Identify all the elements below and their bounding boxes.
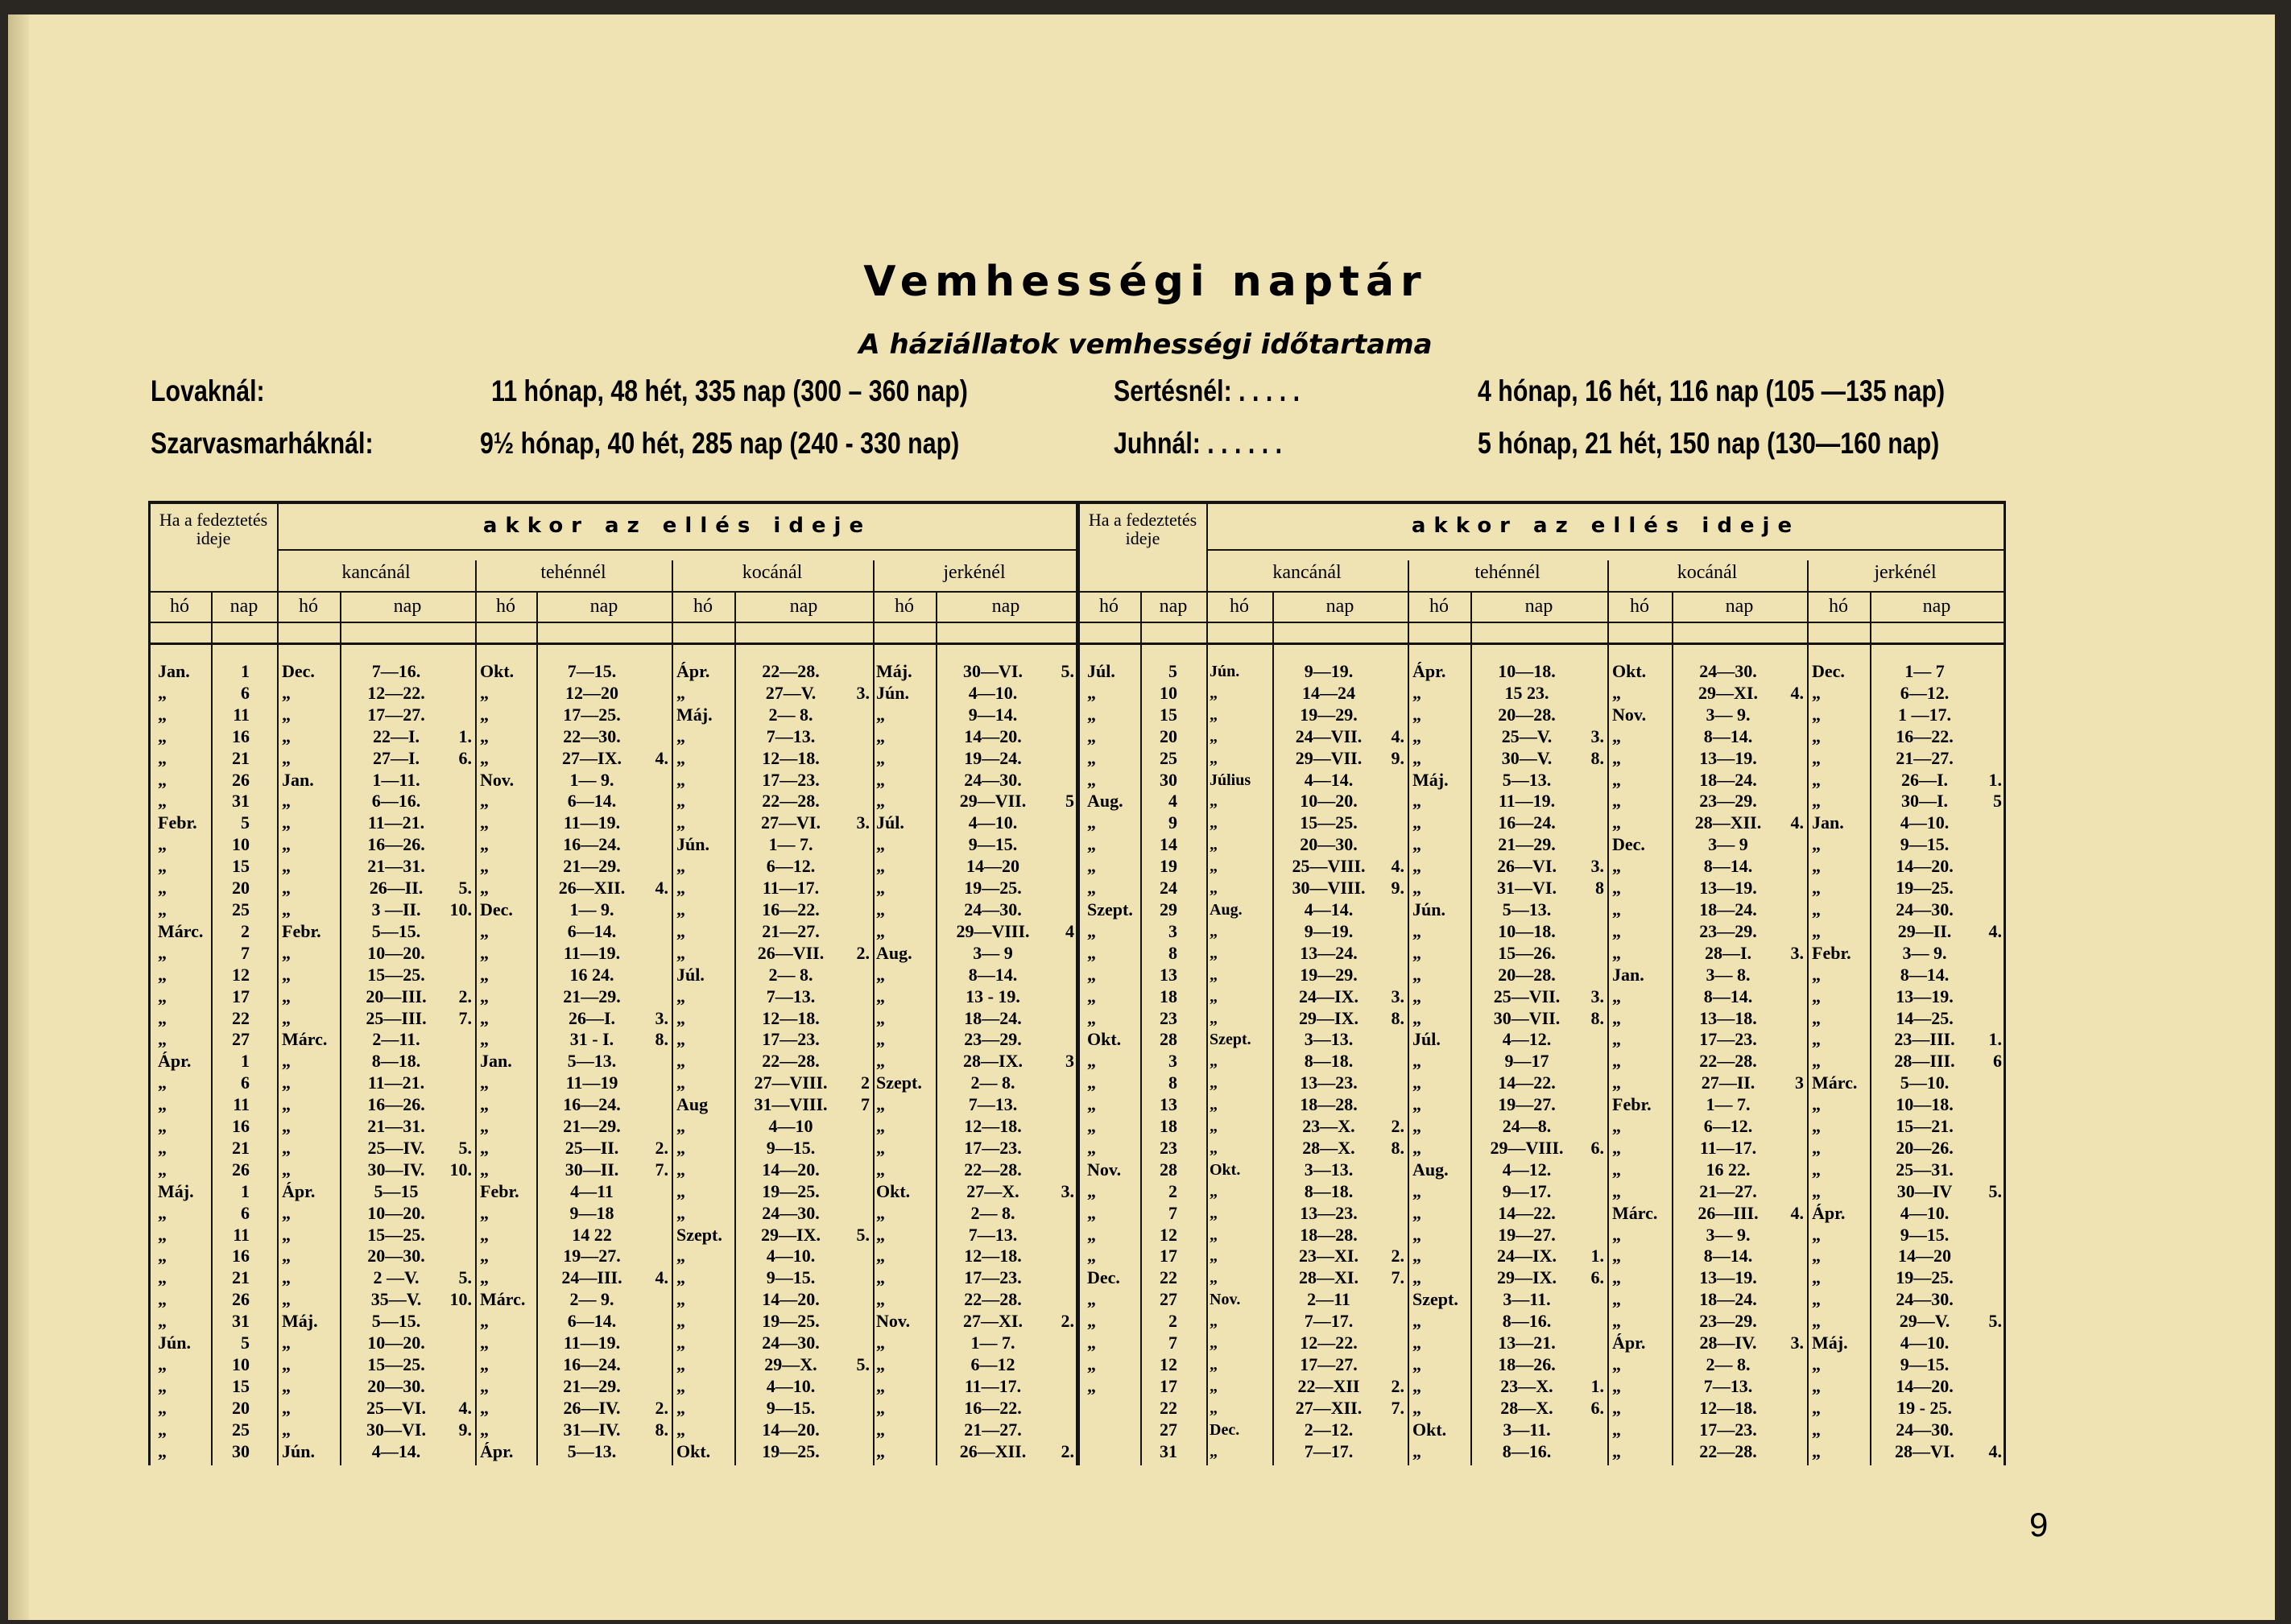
header-ewe: jerkénél <box>1874 562 1937 583</box>
gestation-horse-label: Lovaknál: <box>151 374 265 407</box>
right-ewe-day-column: 1— 7 6—12. 1 —17. 16—22. 21—27. 26—I. 30—I. 4—10. 9—15. 14—20. 19—25. 24—30. 29—II. 3— 9. 8—14. 13—19. 14—25. 23—III. 28—III. 5—10. 10—18. 15—21. 20—26. 25—31. 30—IV 4—10. 9—15. 14—20 19—25. 24—30. 29—V. 4—10. 9—15. 14—20. 19 - 25. 24—30. 28—VI. <box>1894 661 1955 1461</box>
header-birth-time: akkor az ellés ideje <box>482 514 872 538</box>
left-cow-day-column: 7—15. 12—20 17—25. 22—30. 27—IX. 1— 9. 6—14. 11—19. 16—24. 21—29. 26—XII. 1— 9. 6—14. 11—19. 16 24. 21—29. 26—I. 31 - I. 5—13. 11—19 16—24. 21—29. 25—II. 30—II. 4—11 9—18 14 22 19—27. 24—III. 2— 9. 6—14. 11—19. 16—24. 21—29. 26—IV. 31—IV. 5—13. <box>558 661 626 1461</box>
right-ewe-extra-column: 1. 5 4. 1. 6 5. 5. 4. <box>1988 769 2002 1461</box>
calendar-table-right <box>1077 501 2005 1465</box>
right-sow-extra-column: 4. 4. 3. 3 4. 3. <box>1790 682 1804 1353</box>
header-sow: kocánál <box>1677 562 1738 583</box>
header-month: hó <box>1429 596 1449 617</box>
header-month: hó <box>1630 596 1649 617</box>
left-cow-month-column: Okt. „ „ „ „ Nov. „ „ „ „ „ Dec. „ „ „ „ „ „ Jan. „ „ „ „ „ Febr. „ „ „ „ Márc. „ „ „ „ „ „ Ápr. <box>480 661 526 1461</box>
right-sow-day-column: 24—30. 29—XI. 3— 9. 8—14. 13—19. 18—24. 23—29. 28—XII. 3— 9 8—14. 13—19. 18—24. 23—29. 28—I. 3— 8. 8—14. 13—18. 17—23. 22—28. 27—II. 1— 7. 6—12. 11—17. 16 22. 21—27. 26—III. 3— 9. 8—14. 13—19. 18—24. 23—29. 28—IV. 2— 8. 7—13. 12—18. 17—23. 22—28. <box>1694 661 1762 1461</box>
gestation-horse-value: 11 hónap, 48 hét, 335 nap (300 – 360 nap) <box>491 374 968 407</box>
left-mating-day-column: 1 6 11 16 21 26 31 5 10 15 20 25 2 7 12 17 22 27 1 6 11 16 21 26 1 6 11 16 21 26 31 5 10 15 20 25 30 <box>232 661 250 1461</box>
right-cow-month-column: Ápr. „ „ „ „ Máj. „ „ „ „ „ Jún. „ „ „ „ „ Júl. „ „ „ „ „ Aug. „ „ „ „ „ Szept. „ „ „ „ „ Okt. „ <box>1412 661 1458 1461</box>
header-cow: tehénnél <box>540 562 606 583</box>
header-day: nap <box>1725 596 1754 617</box>
right-mare-month-column: Jún. „ „ „ „ Július „ „ „ „ „ Aug. „ „ „ „ „ Szept. „ „ „ „ „ Okt. „ „ „ „ „ Nov. „ „ „ „ „ Dec. „ <box>1210 663 1251 1461</box>
right-mare-day-column: 9—19. 14—24 19—29. 24—VII. 29—VII. 4—14. 10—20. 15—25. 20—30. 25—VIII. 30—VIII. 4—14. 9—19. 13—24. 19—29. 24—IX. 29—IX. 3—13. 8—18. 13—23. 18—28. 23—X. 28—X. 3—13. 8—18. 13—23. 18—28. 23—XI. 28—XI. 2—11 7—17. 12—22. 17—27. 22—XII 27—XII. 2—12. 7—17. <box>1292 661 1366 1461</box>
gestation-sheep-label: Juhnál: . . . . . . <box>1114 427 1283 460</box>
left-cow-extra-column: 4. 4. 3. 8. 2. 7. 4. 2. 8. <box>655 747 668 1440</box>
header-day: nap <box>589 596 618 617</box>
header-month: hó <box>496 596 515 617</box>
page-binding-edge <box>8 14 29 1620</box>
header-month: hó <box>1230 596 1249 617</box>
header-day: nap <box>393 596 422 617</box>
header-cow: tehénnél <box>1474 562 1540 583</box>
header-day: nap <box>991 596 1020 617</box>
right-mating-day-column: 5 10 15 20 25 30 4 9 14 19 24 29 3 8 13 18 23 28 3 8 13 18 23 28 2 7 12 17 22 27 2 7 12 17 22 27 31 <box>1160 661 1177 1461</box>
header-day: nap <box>1922 596 1951 617</box>
gestation-cattle-value: 9½ hónap, 40 hét, 285 nap (240 - 330 nap) <box>480 427 960 460</box>
header-mating-time: Ha a fedeztetés ideje <box>1088 510 1197 548</box>
left-mare-month-column: Dec. „ „ „ „ Jan. „ „ „ „ „ „ Febr. „ „ „ „ Márc. „ „ „ „ „ „ Ápr. „ „ „ „ „ Máj. „ „ „ „ „ Jún. <box>282 661 328 1461</box>
gestation-sheep-value: 5 hónap, 21 hét, 150 nap (130—160 nap) <box>1478 427 1940 460</box>
header-day: nap <box>1325 596 1354 617</box>
left-sow-extra-column: 3. 3. 2. 2 7 5. 5. <box>856 682 870 1374</box>
left-ewe-extra-column: 5. 5 4 3 3. 2. 2. <box>1061 661 1074 1461</box>
header-month: hó <box>693 596 713 617</box>
right-cow-extra-column: 3. 8. 3. 8 3. 8. 6. 1. 6. 1. 6. <box>1590 725 1604 1418</box>
header-birth-time: akkor az ellés ideje <box>1411 514 1801 538</box>
right-cow-day-column: 10—18. 15 23. 20—28. 25—V. 30—V. 5—13. 11—19. 16—24. 21—29. 26—VI. 31—VI. 5—13. 10—18. 15—26. 20—28. 25—VII. 30—VII. 4—12. 9—17 14—22. 19—27. 24—8. 29—VIII. 4—12. 9—17. 14—22. 19—27. 24—IX. 29—IX. 3—11. 8—16. 13—21. 18—26. 23—X. 28—X. 3—11. 8—16. <box>1490 661 1564 1461</box>
page-title: Vemhességi naptár <box>863 258 1428 306</box>
left-mating-month-column: Jan. „ „ „ „ „ „ Febr. „ „ „ „ Márc. „ „ „ „ „ Ápr. „ „ „ „ „ Máj. „ „ „ „ „ „ Jún. „ „ „ „ „ <box>158 661 204 1461</box>
left-mare-day-column: 7—16. 12—22. 17—27. 22—I. 27—I. 1—11. 6—16. 11—21. 16—26. 21—31. 26—II. 3 —II. 5—15. 10—20. 15—25. 20—III. 25—III. 2—11. 8—18. 11—21. 16—26. 21—31. 25—IV. 30—IV. 5—15 10—20. 15—25. 20—30. 2 —V. 35—V. 5—15. 10—20. 15—25. 20—30. 25—VI. 30—VI. 4—14. <box>366 661 427 1461</box>
header-mare: kancánál <box>341 562 411 583</box>
left-ewe-month-column: Máj. Jún. „ „ „ „ „ Júl. „ „ „ „ „ Aug. „ „ „ „ „ Szept. „ „ „ „ Okt. „ „ „ „ „ Nov. „ „ „ „ „ „ <box>876 661 922 1461</box>
header-sow: kocánál <box>742 562 803 583</box>
left-mare-extra-column: 1. 6. 5. 10. 2. 7. 5. 10. 5. 10. 4. 9. <box>449 725 472 1440</box>
header-ewe: jerkénél <box>943 562 1006 583</box>
header-month: hó <box>895 596 914 617</box>
gestation-pig-value: 4 hónap, 16 hét, 116 nap (105 —135 nap) <box>1478 374 1946 407</box>
header-mare: kancánál <box>1272 562 1342 583</box>
header-day: nap <box>1159 596 1188 617</box>
header-month: hó <box>1829 596 1848 617</box>
page-number: 9 <box>2029 1506 2049 1543</box>
header-mating-time: Ha a fedeztetés ideje <box>159 510 268 548</box>
header-month: hó <box>1099 596 1119 617</box>
left-sow-day-column: 22—28. 27—V. 2— 8. 7—13. 12—18. 17—23. 22—28. 27—VI. 1— 7. 6—12. 11—17. 16—22. 21—27. 26—VII. 2— 8. 7—13. 12—18. 17—23. 22—28. 27—VIII. 31—VIII. 4—10 9—15. 14—20. 19—25. 24—30. 29—IX. 4—10. 9—15. 14—20. 19—25. 24—30. 29—X. 4—10. 9—15. 14—20. 19—25. <box>754 661 828 1461</box>
right-mare-extra-column: 4. 9. 4. 9. 3. 8. 2. 8. 2. 7. 2. 7. <box>1391 725 1404 1418</box>
header-day: nap <box>230 596 258 617</box>
page-subtitle: A háziállatok vemhességi időtartama <box>858 329 1433 361</box>
right-ewe-month-column: Dec. „ „ „ „ „ „ Jan. „ „ „ „ „ Febr. „ „ „ „ „ Márc. „ „ „ „ „ Ápr. „ „ „ „ „ Máj. „ „ „ „ „ <box>1812 661 1858 1461</box>
left-ewe-day-column: 30—VI. 4—10. 9—14. 14—20. 19—24. 24—30. 29—VII. 4—10. 9—15. 14—20 19—25. 24—30. 29—VIII. 3— 9 8—14. 13 - 19. 18—24. 23—29. 28—IX. 2— 8. 7—13. 12—18. 17—23. 22—28. 27—X. 2— 8. 7—13. 12—18. 17—23. 22—28. 27—XI. 1— 7. 6—12 11—17. 16—22. 21—27. 26—XII. <box>956 661 1030 1461</box>
calendar-table-left <box>148 501 1077 1465</box>
gestation-cattle-label: Szarvasmarháknál: <box>151 427 374 460</box>
left-sow-month-column: Ápr. „ Máj. „ „ „ „ „ Jún. „ „ „ „ „ Júl. „ „ „ „ „ Aug „ „ „ „ „ Szept. „ „ „ „ „ „ „ „ „ Okt. <box>676 661 722 1461</box>
header-month: hó <box>299 596 318 617</box>
header-day: nap <box>789 596 818 617</box>
header-day: nap <box>1524 596 1553 617</box>
right-sow-month-column: Okt. „ Nov. „ „ „ „ „ Dec. „ „ „ „ „ Jan. „ „ „ „ „ Febr. „ „ „ „ Márc. „ „ „ „ „ Ápr. „ „ „ „ „ <box>1612 661 1658 1461</box>
gestation-pig-label: Sertésnél: . . . . . <box>1114 374 1301 407</box>
header-month: hó <box>170 596 189 617</box>
right-mating-month-column: Júl. „ „ „ „ „ Aug. „ „ „ „ Szept. „ „ „ „ „ Okt. „ „ „ „ „ Nov. „ „ „ „ Dec. „ „ „ „ „ <box>1087 661 1133 1396</box>
